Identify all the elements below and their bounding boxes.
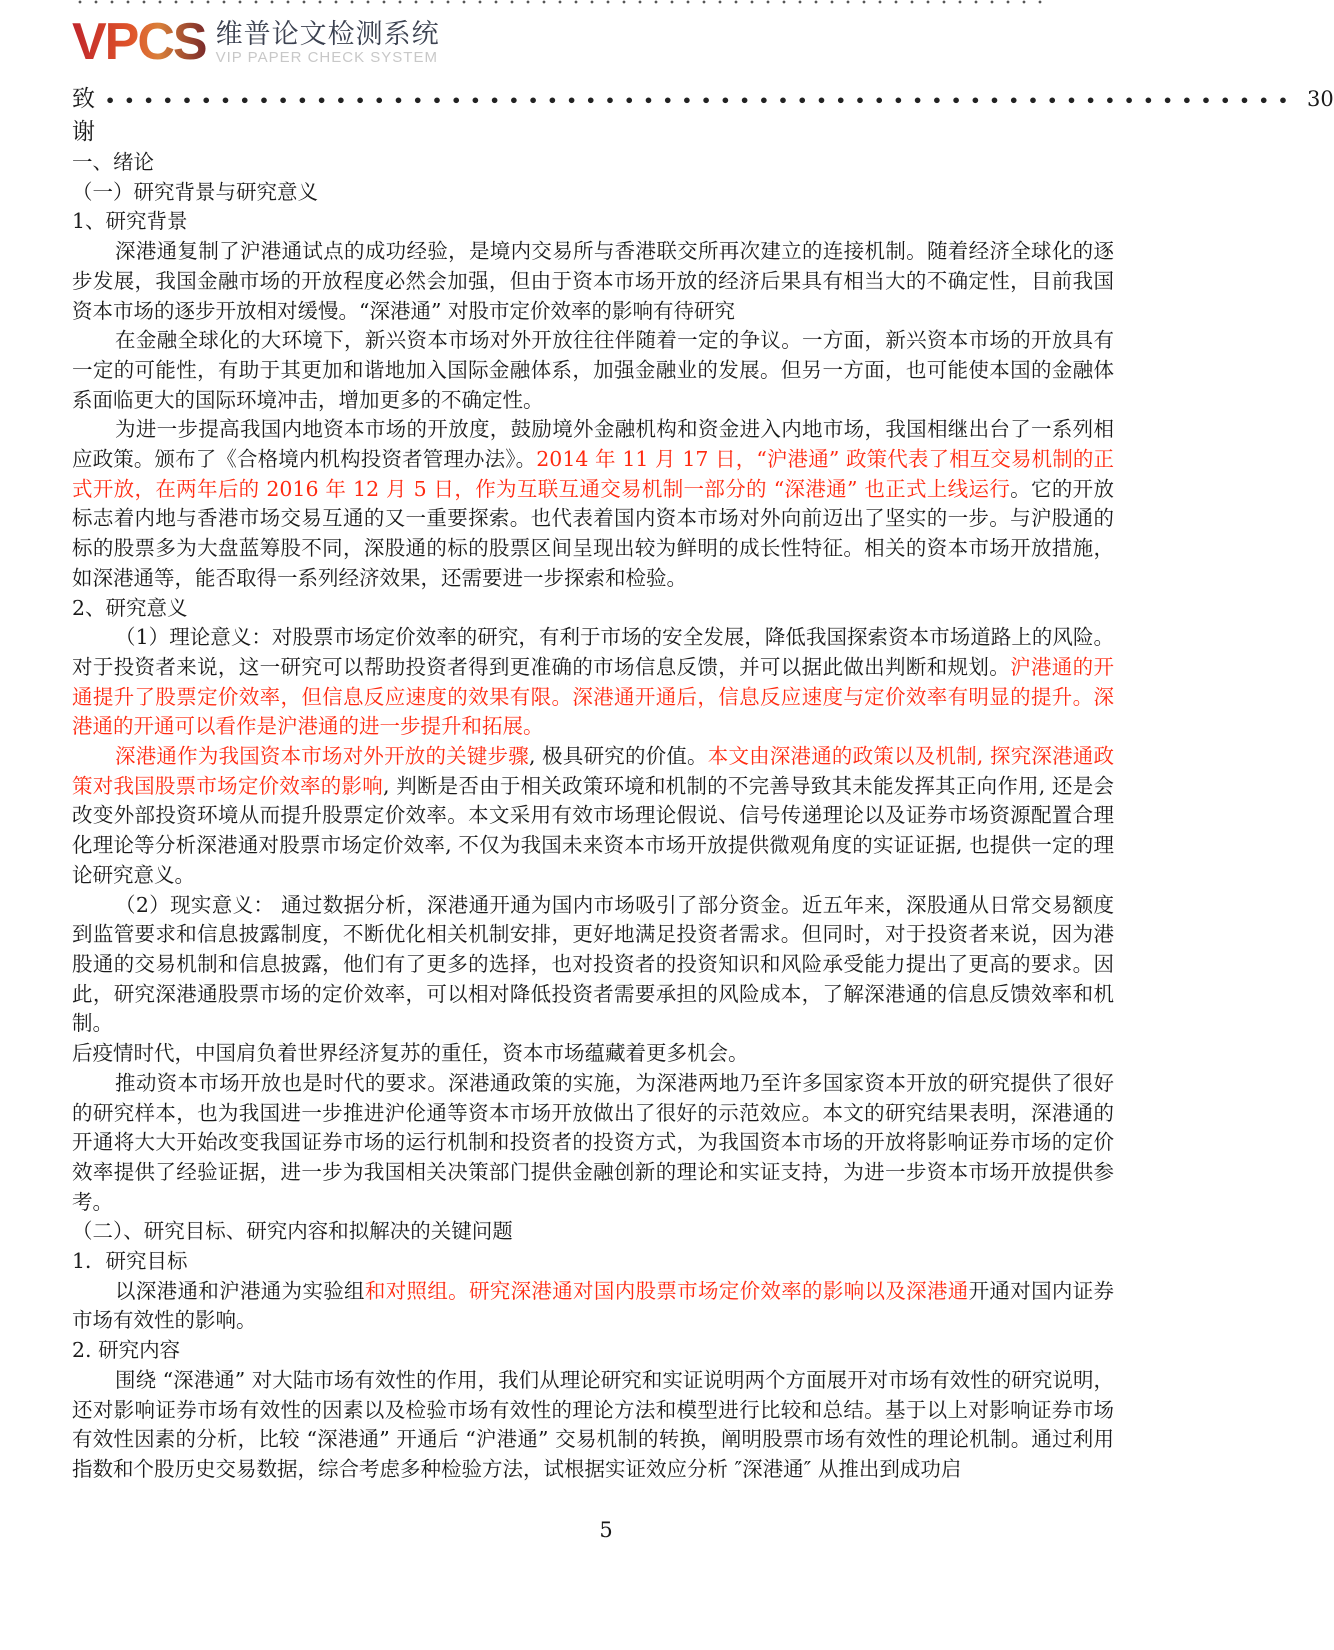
text-segment: （2）现实意义： 通过数据分析，深港通开通为国内市场吸引了部分资金。近五年来，深股通从日常交易额度到监管要求和信息披露制度，不断优化相关机制安排，更好地满足投资者需求。但同时，对于投资者来说，因为港股通的交易机制和信息披露，他们有了更多的选择，也对投资者的投资知识和风险承受能力提出了更高的要求。因此，研究深港通股票市场的定价效率，可以相对降低投资者需要承担的风险成本，了解深港通的信息反馈效率和机制。 <box>72 892 1114 1036</box>
text-segment: （二）、研究目标、研究内容和拟解决的关键问题 <box>72 1219 513 1244</box>
highlighted-text: 深港通作为我国资本市场对外开放的关键步骤 <box>115 744 529 769</box>
paragraph <box>72 623 1114 742</box>
toc-page-number: 30 <box>1307 87 1334 111</box>
text-segment: 在金融全球化的大环境下，新兴资本市场对外开放往往伴随着一定的争议。一方面，新兴资本市场的开放具有一定的可能性，有助于其更加和谐地加入国际金融体系，加强金融业的发展。但另一方面，也可能使本国的金融体系面临更大的国际环境冲击，增加更多的不确定性。 <box>72 328 1114 412</box>
text-segment: 推动资本市场开放也是时代的要求。深港通政策的实施，为深港两地乃至许多国家资本开放的研究提供了很好的研究样本，也为我国进一步推进沪伦通等资本市场开放做出了很好的示范效应。本文的研究结果表明，深港通的开通将大大开始改变我国证券市场的运行机制和投资者的投资方式，为我国资本市场的开放将影响证券市场的定价效率提供了经验证据，进一步为我国相关决策部门提供金融创新的理论和实证支持，为进一步资本市场开放提供参考。 <box>72 1070 1114 1214</box>
text-segment: （1）理论意义：对股票市场定价效率的研究，有利于市场的安全发展，降低我国探索资本市场道路上的风险。对于投资者来说，这一研究可以帮助投资者得到更准确的市场信息反馈，并可以据此做出判断和规划。 <box>72 625 1114 679</box>
text-segment: 深港通复制了沪港通试点的成功经验，是境内交易所与香港联交所再次建立的连接机制。随着经济全球化的逐步发展，我国金融市场的开放程度必然会加强，但由于资本市场开放的经济后果具有相当大的不确定性，目前我国资本市场的逐步开放相对缓慢。“深港通” 对股市定价效率的影响有待研究 <box>72 239 1114 323</box>
text-segment: , 极具研究的价值。 <box>528 744 708 769</box>
heading <box>72 1247 1114 1277</box>
text-segment: 为进一步提高我国内地资本市场的开放度，鼓励境外金融机构和资金进入内地市场，我国相继出台了一系列相应政策。颁布了《合格境内机构投资者管理办法》。 <box>72 417 1114 472</box>
highlighted-text: 本文由深港通的政策以及机制, 探究深港通政策对我国股票市场定价效率的影响 <box>72 744 1114 798</box>
heading <box>72 594 1114 624</box>
highlighted-text: 和对照组。研究深港通对国内股票市场定价效率的影响以及深港通 <box>364 1278 969 1303</box>
logo-mark: VPCS <box>72 13 206 71</box>
paragraph <box>72 742 1114 891</box>
text-segment: 开通对国内证券市场有效性的影响。 <box>72 1278 1115 1333</box>
highlighted-text: 沪港通的开通提升了股票定价效率，但信息反应速度的效果有限。深港通开通后，信息反应速度与定价效率有明显的提升。深港通的开通可以看作是沪港通的进一步提升和拓展。 <box>72 654 1114 739</box>
heading <box>72 1039 1114 1069</box>
text-segment: 后疫情时代，中国肩负着世界经济复苏的重任，资本市场蕴藏着更多机会。 <box>72 1041 749 1066</box>
paragraph <box>72 1069 1114 1218</box>
text-segment: 1．研究目标 <box>72 1249 188 1274</box>
logo-english-name: VIP PAPER CHECK SYSTEM <box>215 49 438 66</box>
paragraph <box>72 891 1114 1040</box>
text-segment: 2、研究意义 <box>72 595 188 620</box>
paragraph <box>72 326 1114 415</box>
top-dotted-rule <box>72 0 1052 4</box>
text-segment: （一）研究背景与研究意义 <box>72 179 318 204</box>
heading <box>72 1217 1114 1247</box>
document-body <box>72 148 1114 1485</box>
vpcs-logo <box>72 13 440 71</box>
toc-leader-dots: •••••••••••••••••••••••••••••••••••••••••••••••••••••••••••••• <box>105 91 1298 110</box>
highlighted-text: 2014 年 11 月 17 日，“沪港通” 政策代表了相互交易机制的正式开放，在两年后的 2016 年 12 月 5 日，作为互联互通交易机制一部分的 “深港通” 也正式上线运行 <box>72 447 1114 501</box>
logo-chinese-name: 维普论文检测系统 <box>215 19 440 50</box>
text-segment: 围绕 “深港通” 对大陆市场有效性的作用，我们从理论研究和实证说明两个方面展开对市场有效性的研究说明，还对影响证券市场有效性的因素以及检验市场有效性的理论方法和模型进行比较和总结。基于以上对影响证券市场有效性因素的分析，比较 “深港通” 开通后 “沪港通” 交易机制的转换，阐明股票市场有效性的理论机制。通过利用指数和个股历史交易数据，综合考虑多种检验方法，试根据实证效应分析 ″深港通″ 从推出到成功启 <box>72 1367 1114 1481</box>
heading <box>72 178 1114 208</box>
text-segment: 2. 研究内容 <box>72 1338 181 1363</box>
paragraph <box>72 415 1114 593</box>
toc-entry-acknowledgements <box>72 80 1334 146</box>
text-segment: , 判断是否由于相关政策环境和机制的不完善导致其未能发挥其正向作用, 还是会改变外部投资环境从而提升股票定价效率。本文采用有效市场理论假说、信号传递理论以及证券市场资源配置合理化理论等分析深港通对股票市场定价效率, 不仅为我国未来资本市场开放提供微观角度的实证证据, 也提供一定的理论研究意义。 <box>72 773 1114 887</box>
text-segment: 以深港通和沪港通为实验组 <box>115 1278 365 1303</box>
paragraph <box>72 1277 1114 1336</box>
heading <box>72 207 1114 237</box>
paragraph <box>72 237 1114 326</box>
paragraph <box>72 1366 1114 1485</box>
text-segment: 。它的开放标志着内地与香港市场交易互通的又一重要探索。也代表着国内资本市场对外向前迈出了坚实的一步。与沪股通的标的股票多为大盘蓝筹股不同，深股通的标的股票区间呈现出较为鲜明的成长性特征。相关的资本市场开放措施，如深港通等，能否取得一系列经济效果，还需要进一步探索和检验。 <box>72 476 1115 590</box>
text-segment: 一、绪论 <box>72 150 154 174</box>
heading <box>72 148 1114 178</box>
toc-label: 致谢 <box>72 86 95 145</box>
heading <box>72 1336 1114 1366</box>
text-segment: 1、研究背景 <box>72 209 188 234</box>
page-number: 5 <box>599 1518 613 1542</box>
